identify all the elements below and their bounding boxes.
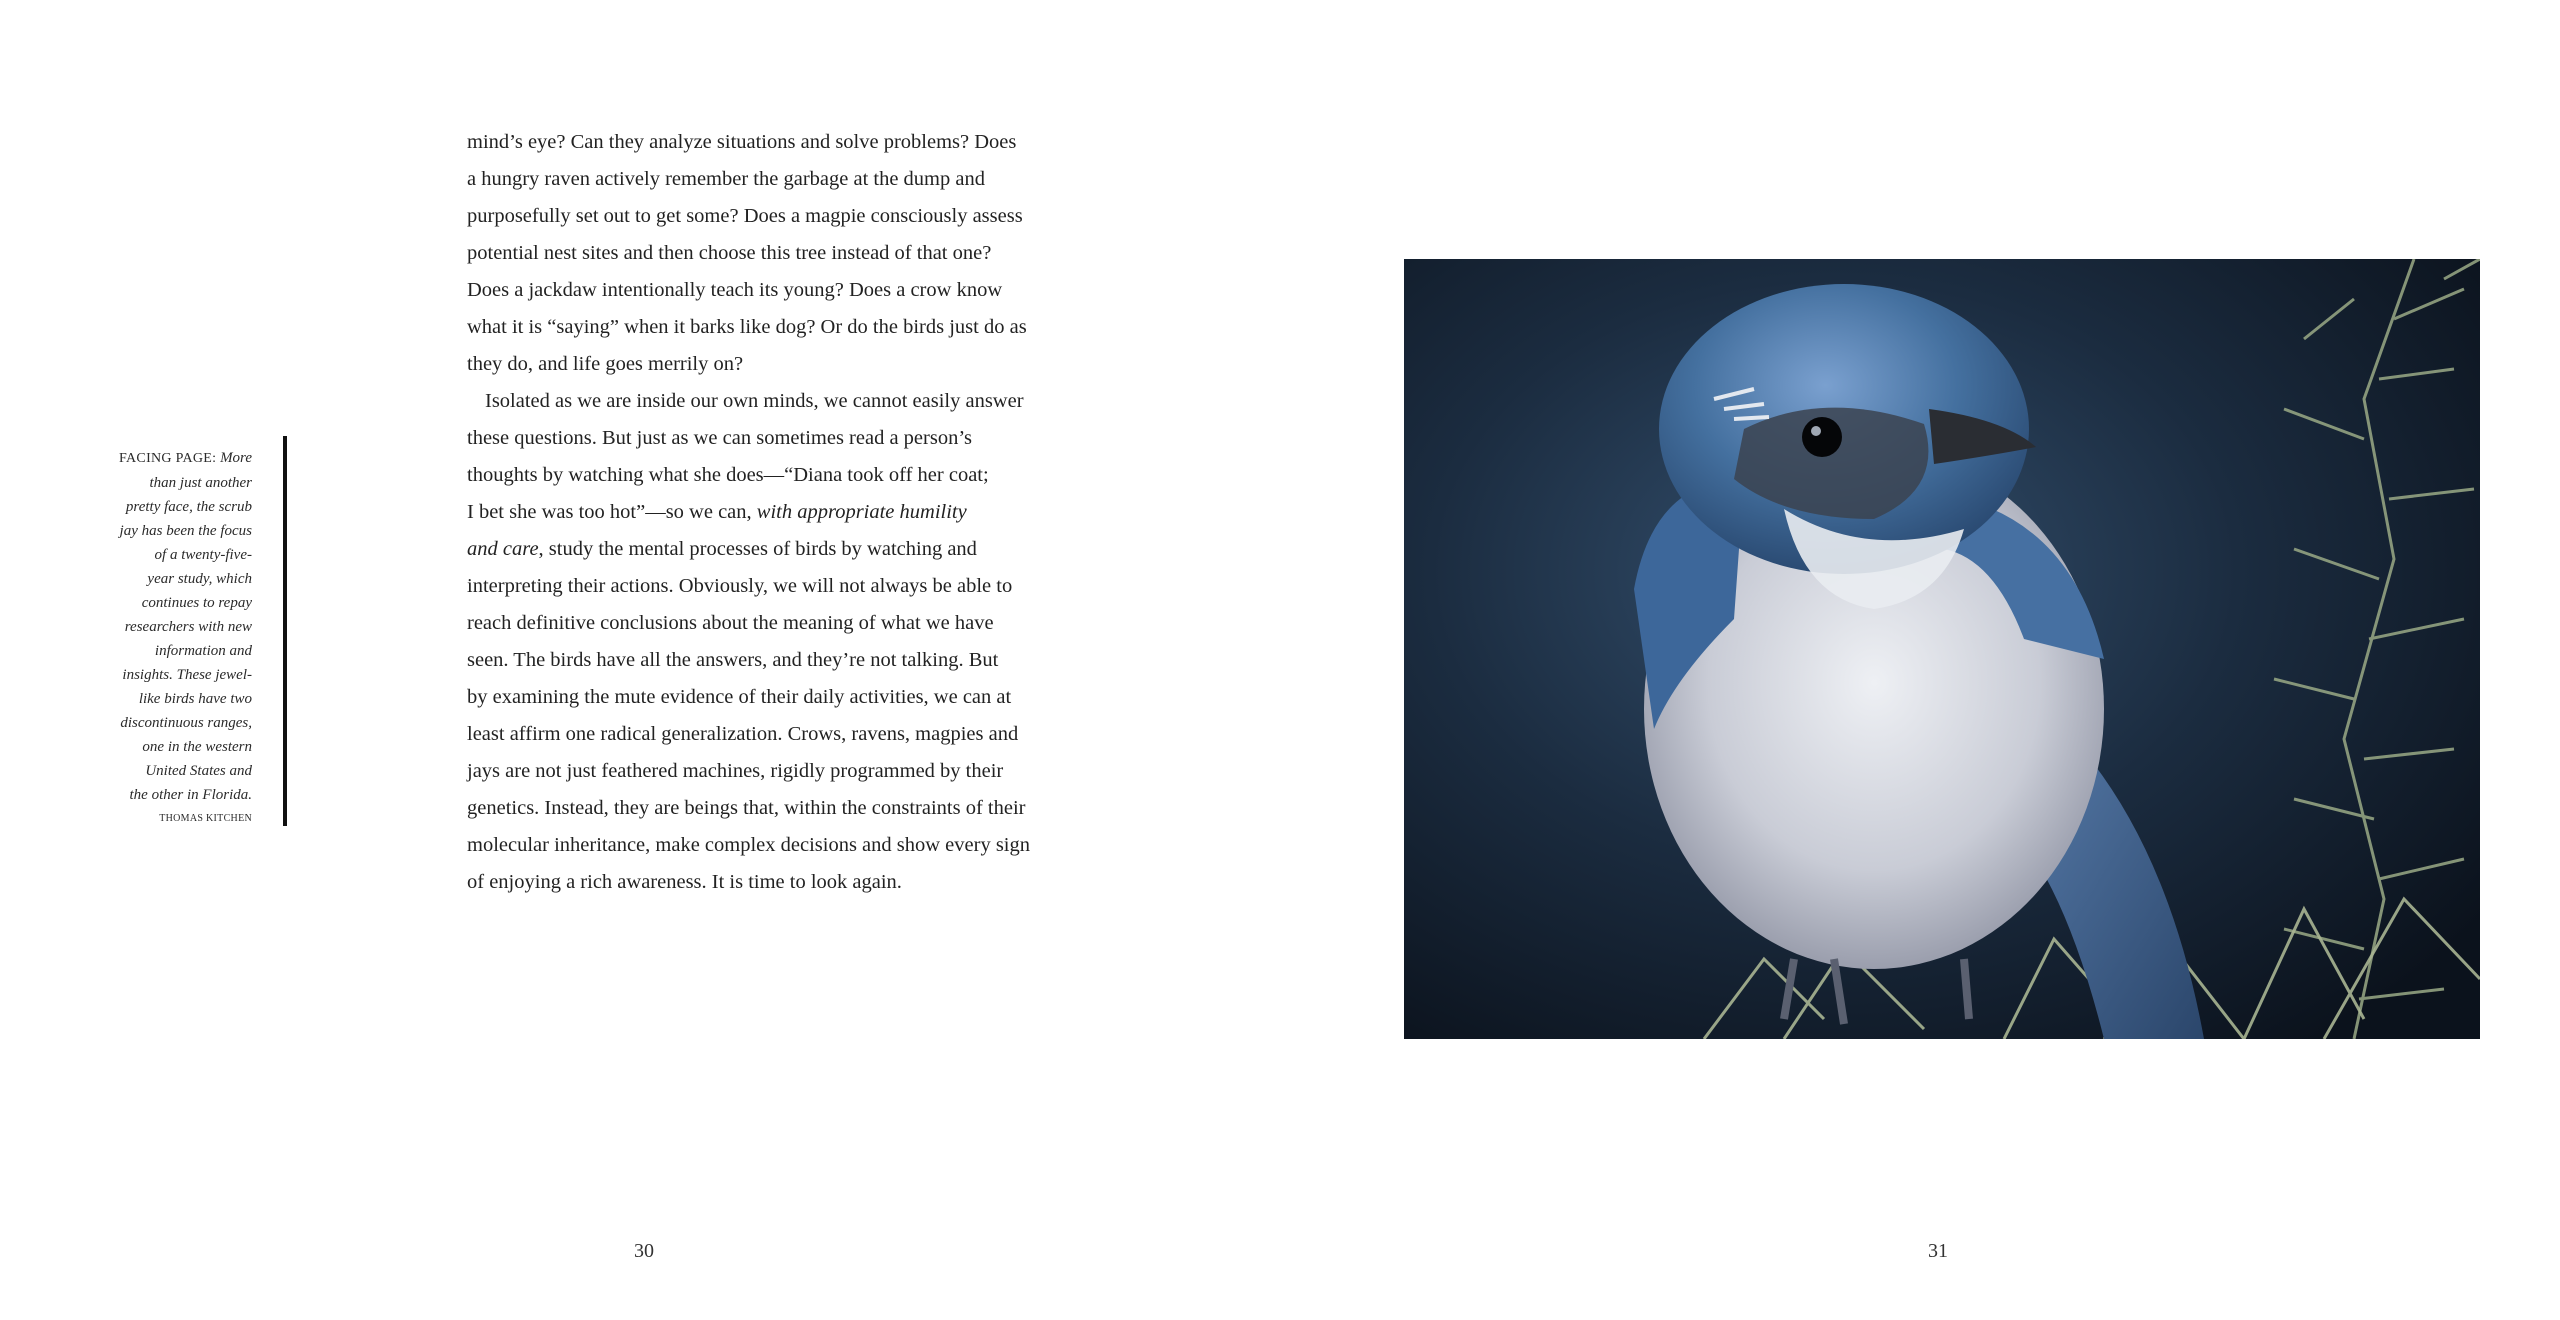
caption-line: More xyxy=(220,450,252,466)
text-emphasis: and care xyxy=(467,538,539,560)
text-line: reach definitive conclusions about the meaning of what we have xyxy=(467,612,994,634)
text-line: Does a jackdaw intentionally teach its young? Does a crow know xyxy=(467,279,1003,301)
text-line: molecular inheritance, make complex decisions and show every sign xyxy=(467,834,1030,856)
text-line: Isolated as we are inside our own minds, we cannot easily answer xyxy=(485,390,1024,412)
text-emphasis: with appropriate humility xyxy=(756,501,967,523)
text-span: I bet she was too hot”—so we can, xyxy=(467,501,757,523)
caption-line: of a twenty-five- xyxy=(154,547,252,563)
text-line: potential nest sites and then choose this tree instead of that one? xyxy=(467,242,992,264)
body-text xyxy=(467,124,1067,901)
caption-line: insights. These jewel- xyxy=(122,667,252,683)
scrub-jay-photo xyxy=(1404,259,2480,1039)
caption-line: continues to repay xyxy=(141,595,252,611)
scrub-jay-illustration xyxy=(1404,259,2480,1039)
caption-line: year study, which xyxy=(147,571,252,587)
caption-line: pretty face, the scrub xyxy=(125,499,252,515)
text-line: of enjoying a rich awareness. It is time to look again. xyxy=(467,871,902,893)
text-line: by examining the mute evidence of their daily activities, we can at xyxy=(467,686,1012,708)
page-number-left: 30 xyxy=(634,1240,654,1262)
caption-line: information and xyxy=(154,643,252,659)
caption-line: jay has been the focus xyxy=(119,523,252,539)
caption-line: than just another xyxy=(149,475,252,491)
caption-body xyxy=(120,450,252,803)
text-line: these questions. But just as we can sometimes read a person’s xyxy=(467,427,972,449)
caption-line: discontinuous ranges, xyxy=(120,715,252,731)
caption-line: one in the western xyxy=(142,739,252,755)
text-line xyxy=(467,494,1067,531)
text-line: interpreting their actions. Obviously, we will not always be able to xyxy=(467,575,1013,597)
text-line: thoughts by watching what she does—“Diana took off her coat; xyxy=(467,464,989,486)
text-line: mind’s eye? Can they analyze situations and solve problems? Does xyxy=(467,131,1017,153)
text-line xyxy=(467,531,1067,568)
text-line: they do, and life goes merrily on? xyxy=(467,353,744,375)
text-line: jays are not just feathered machines, rigidly programmed by their xyxy=(467,760,1004,782)
text-line: seen. The birds have all the answers, and they’re not talking. But xyxy=(467,649,999,671)
text-line: purposefully set out to get some? Does a magpie consciously assess xyxy=(467,205,1023,227)
text-line: what it is “saying” when it barks like dog? Or do the birds just do as xyxy=(467,316,1027,338)
text-span: , study the mental processes of birds by watching and xyxy=(538,538,977,560)
jay-eye-highlight xyxy=(1811,426,1821,436)
caption-line: researchers with new xyxy=(124,619,252,635)
photo-credit: THOMAS KITCHEN xyxy=(159,813,252,824)
caption-line: the other in Florida. xyxy=(129,787,252,803)
photo-caption xyxy=(104,446,252,825)
page-number-right: 31 xyxy=(1928,1240,1948,1262)
caption-lead: FACING PAGE: xyxy=(118,451,217,466)
caption-rule xyxy=(283,436,287,826)
caption-line: like birds have two xyxy=(138,691,252,707)
text-line: a hungry raven actively remember the garbage at the dump and xyxy=(467,168,985,190)
caption-line: United States and xyxy=(145,763,252,779)
text-line: least affirm one radical generalization. Crows, ravens, magpies and xyxy=(467,723,1019,745)
text-line: genetics. Instead, they are beings that, within the constraints of their xyxy=(467,797,1026,819)
jay-eye xyxy=(1802,417,1842,457)
